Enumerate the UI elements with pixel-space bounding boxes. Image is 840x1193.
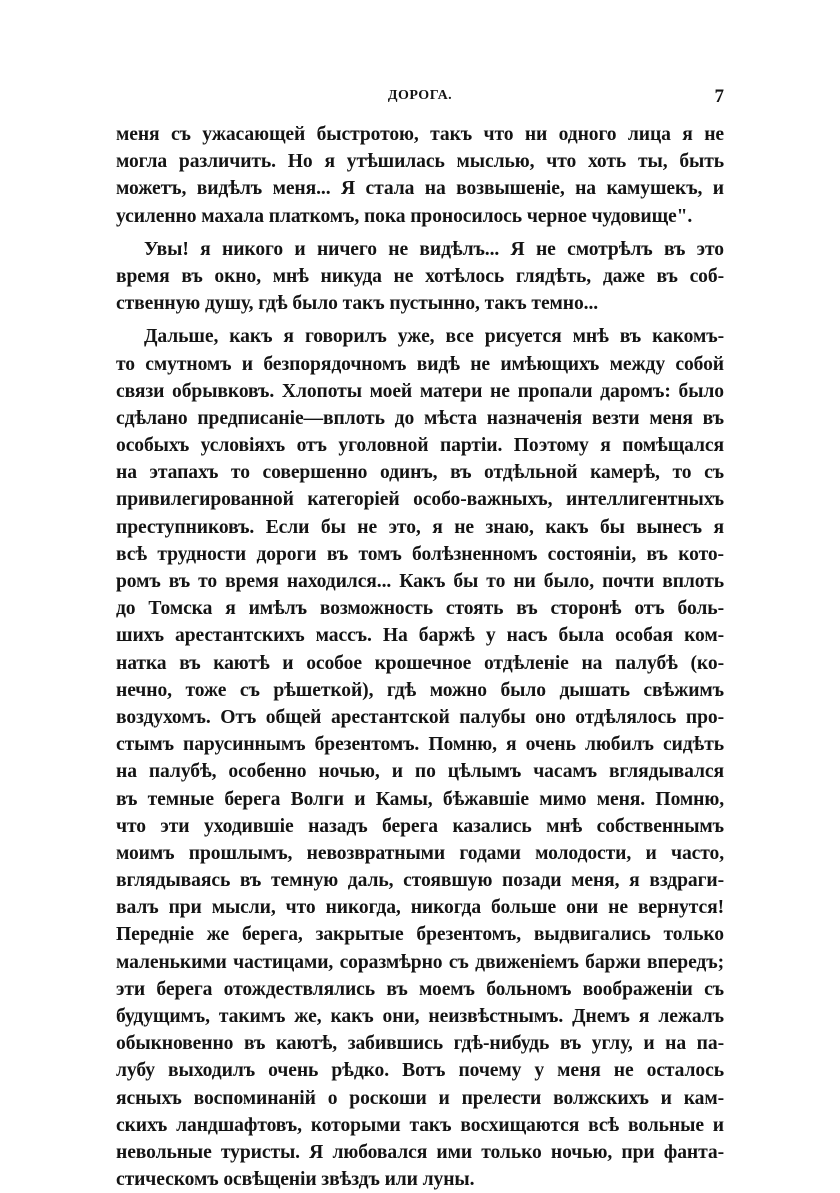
text-line: Увы! я никого и ничего не видѣлъ... Я не смотрѣлъ въ это	[144, 238, 724, 260]
text-line: стическомъ освѣщеніи звѣздъ или луны.	[116, 1169, 475, 1191]
text-line: эти берега отождествлялись въ моемъ больномъ воображеніи съ	[116, 978, 724, 1000]
running-title: ДОРОГА.	[387, 88, 453, 103]
text-line: Передніе же берега, закрытые брезентомъ, выдвигались только	[116, 924, 724, 946]
text-line: усиленно махала платкомъ, пока проносилось черное чудовище".	[116, 205, 693, 227]
text-line: нечно, тоже съ рѣшеткой), гдѣ можно было дышать свѣжимъ	[116, 679, 724, 701]
text-line: можетъ, видѣлъ меня... Я стала на возвышеніе, на камушекъ, и	[116, 178, 724, 200]
running-head	[116, 88, 724, 112]
text-line: на этапахъ то совершенно одинъ, въ отдѣльной камерѣ, то съ	[116, 462, 724, 484]
text-line: сдѣлано предписаніе—вплоть до мѣста назначенія везти меня въ	[116, 407, 724, 429]
text-line: на палубѣ, особенно ночью, и по цѣлымъ часамъ вглядывался	[116, 761, 724, 783]
text-line: особыхъ условіяхъ отъ уголовной партіи. Поэтому я помѣщался	[116, 435, 724, 457]
text-line: скихъ ландшафтовъ, которыми такъ восхищаются всѣ вольные и	[116, 1114, 724, 1136]
text-line: то смутномъ и безпорядочномъ видѣ не имѣющихъ между собой	[116, 353, 724, 375]
text-line: меня съ ужасающей быстротою, такъ что ни одного лица я не	[116, 124, 724, 145]
text-line: всѣ трудности дороги въ томъ болѣзненномъ состояніи, въ кото-	[116, 543, 724, 565]
text-line: въ темные берега Волги и Камы, бѣжавшіе мимо меня. Помню,	[116, 788, 724, 810]
text-line: ственную душу, гдѣ было такъ пустынно, такъ темно...	[116, 293, 599, 315]
text-line: связи обрывковъ. Хлопоты моей матери не пропали даромъ: было	[116, 380, 724, 402]
text-line: время въ окно, мнѣ никуда не хотѣлось глядѣть, даже въ соб-	[116, 265, 724, 287]
text-line: вглядываясь въ темную даль, стоявшую позади меня, я вздраги-	[116, 870, 724, 892]
text-line: маленькими частицами, соразмѣрно съ движеніемъ баржи впередъ;	[116, 951, 724, 973]
text-line: стымъ парусиннымъ брезентомъ. Помню, я очень любилъ сидѣть	[116, 734, 724, 756]
text-line: шихъ арестантскихъ массъ. На баржѣ у насъ была особая ком-	[116, 625, 724, 647]
text-line: лубу выходилъ очень рѣдко. Вотъ почему у меня не осталось	[116, 1060, 724, 1082]
text-line: ромъ въ то время находился... Какъ бы то ни было, почти вплоть	[116, 571, 724, 592]
page-number: 7	[714, 86, 724, 107]
text-line: воздухомъ. Отъ общей арестантской палубы оно отдѣлялось про-	[116, 706, 724, 728]
text-line: моимъ прошлымъ, невозвратными годами молодости, и часто,	[116, 842, 724, 864]
text-line: натка въ каютѣ и особое крошечное отдѣленіе на палубѣ (ко-	[116, 652, 724, 674]
text-line: невольные туристы. Я любовался ими только ночью, при фанта-	[116, 1141, 724, 1163]
text-line: что эти уходившіе назадъ берега казались мнѣ собственнымъ	[116, 815, 724, 837]
text-line: Дальше, какъ я говорилъ уже, все рисуется мнѣ въ какомъ-	[144, 326, 724, 348]
text-line: обыкновенно въ каютѣ, забившись гдѣ-нибудь въ углу, и на па-	[116, 1033, 724, 1055]
text-line: будущимъ, такимъ же, какъ они, неизвѣстнымъ. Днемъ я лежалъ	[116, 1006, 724, 1027]
body-text	[116, 121, 724, 1193]
text-line: могла различить. Но я утѣшилась мыслью, что хоть ты, быть	[116, 151, 724, 173]
text-line: преступниковъ. Если бы не это, я не знаю, какъ бы вынесъ я	[116, 516, 724, 538]
text-line: привилегированной категоріей особо-важныхъ, интеллигентныхъ	[116, 489, 724, 511]
text-line: ясныхъ воспоминаній о роскоши и прелести волжскихъ и кам-	[116, 1087, 724, 1109]
text-line: валъ при мысли, что никогда, никогда больше они не вернутся!	[116, 897, 724, 919]
text-line: до Томска я имѣлъ возможность стоять въ сторонѣ отъ боль-	[116, 598, 724, 620]
